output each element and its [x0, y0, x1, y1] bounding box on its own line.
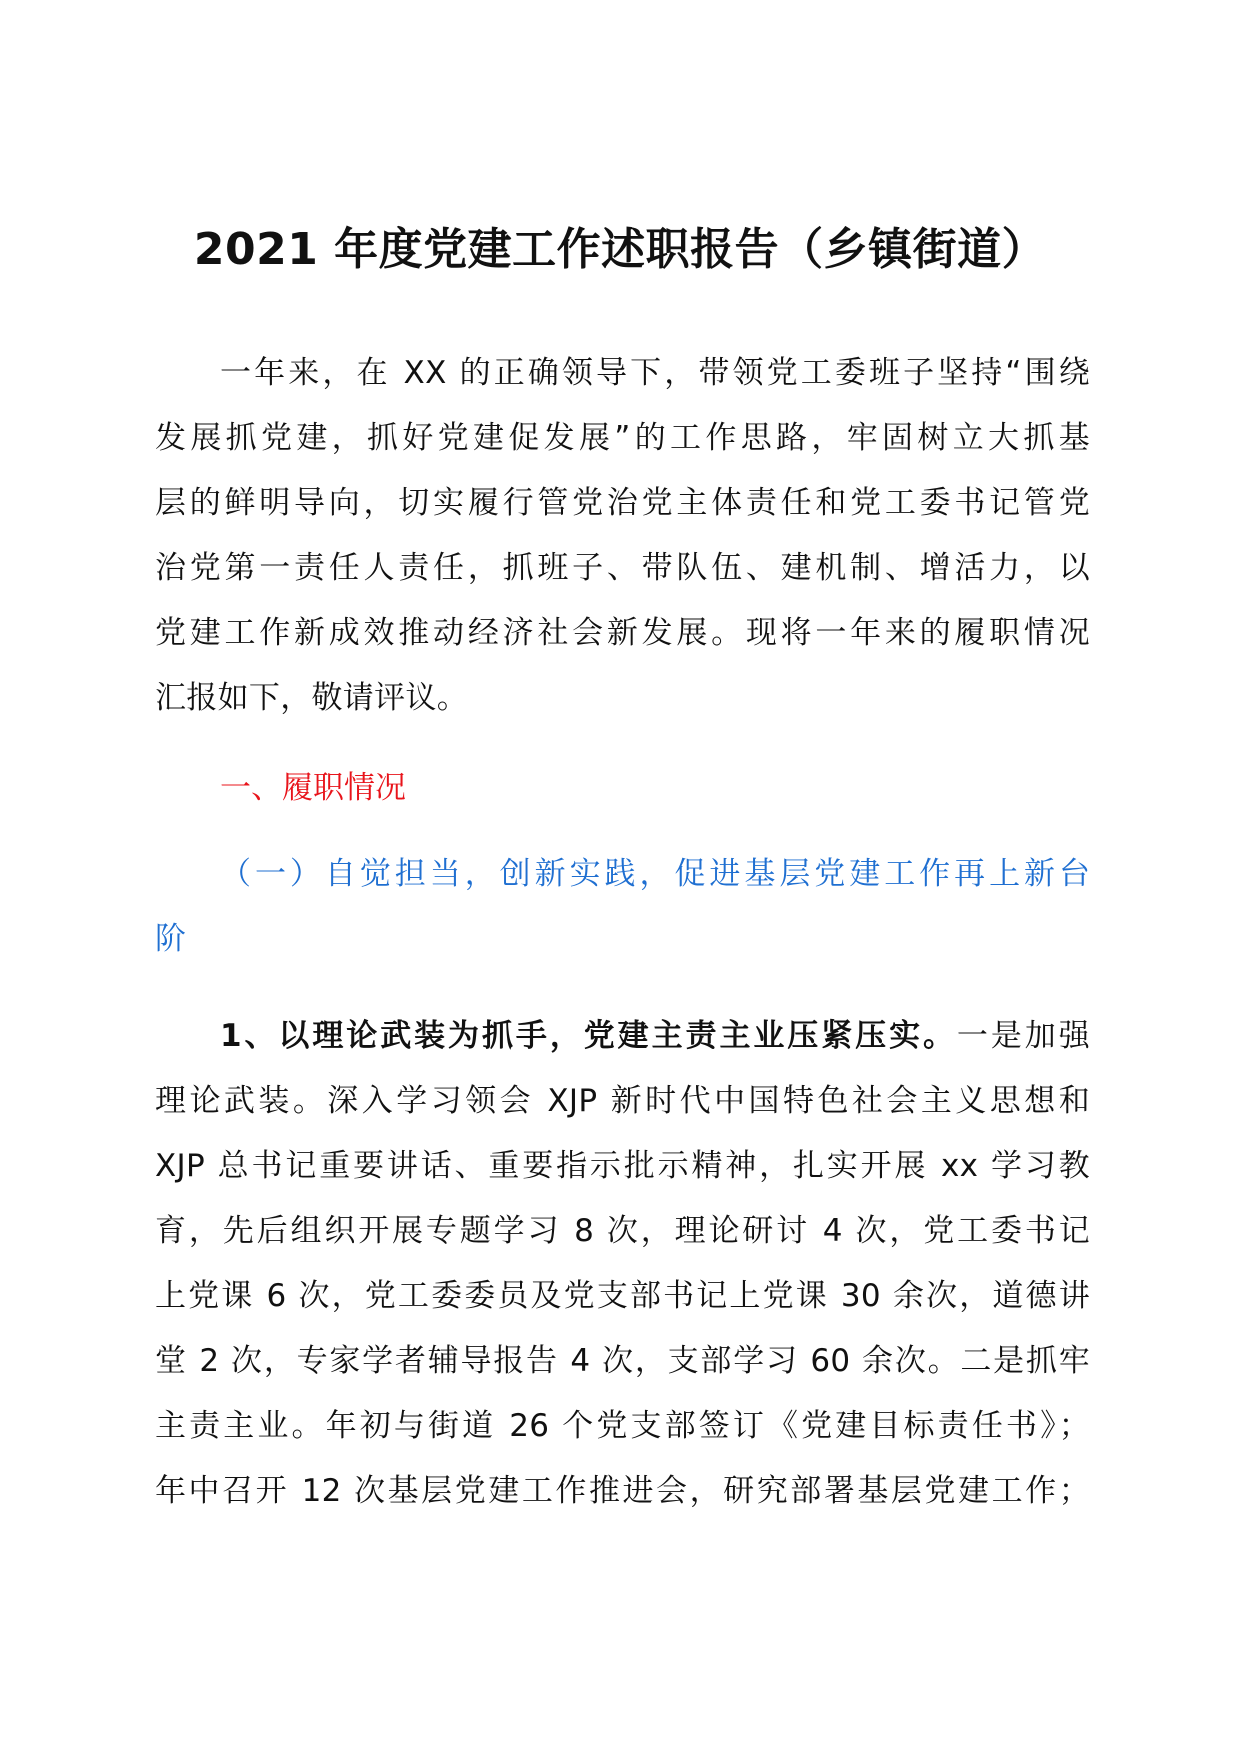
point-1-paragraph	[155, 1004, 1090, 1524]
intro-line: 层的鲜明导向，切实履行管党治党主体责任和党工委书记管党	[155, 485, 1090, 521]
intro-line: 党建工作新成效推动经济社会新发展。现将一年来的履职情况	[155, 615, 1090, 651]
point-1-heading: 1、以理论武装为抓手，党建主责主业压紧压实。	[220, 1018, 957, 1054]
point-1-line: 理论武装。深入学习领会 XJP 新时代中国特色社会主义思想和	[155, 1083, 1090, 1119]
point-1-first-line	[155, 1004, 1090, 1069]
point-1-line: 主责主业。年初与街道 26 个党支部签订《党建目标责任书》；	[155, 1408, 1090, 1444]
point-1-line: 年中召开 12 次基层党建工作推进会，研究部署基层党建工作；	[155, 1473, 1090, 1509]
subsection-heading-line: （一）自觉担当，创新实践，促进基层党建工作再上新台	[220, 856, 1090, 892]
section-heading: 一、履职情况	[220, 770, 406, 806]
point-1-line: 堂 2 次，专家学者辅导报告 4 次，支部学习 60 余次。二是抓牢	[155, 1343, 1090, 1379]
subsection-heading-line: 阶	[155, 921, 186, 957]
intro-line: 一年来，在 XX 的正确领导下，带领党工委班子坚持“围绕	[220, 355, 1090, 391]
intro-line: 汇报如下，敬请评议。	[155, 680, 468, 716]
intro-line: 治党第一责任人责任，抓班子、带队伍、建机制、增活力，以	[155, 550, 1090, 586]
point-1-line: 育，先后组织开展专题学习 8 次，理论研讨 4 次，党工委书记	[155, 1213, 1090, 1249]
intro-paragraph	[155, 341, 1090, 731]
subsection-heading	[155, 842, 1090, 972]
point-1-lead-text: 一是加强	[956, 1018, 1090, 1054]
intro-line: 发展抓党建，抓好党建促发展”的工作思路，牢固树立大抓基	[155, 420, 1090, 456]
point-1-line: XJP 总书记重要讲话、重要指示批示精神，扎实开展 xx 学习教	[155, 1148, 1090, 1184]
point-1-line: 上党课 6 次，党工委委员及党支部书记上党课 30 余次，道德讲	[155, 1278, 1090, 1314]
document-title: 2021 年度党建工作述职报告（乡镇街道）	[193, 224, 1047, 275]
